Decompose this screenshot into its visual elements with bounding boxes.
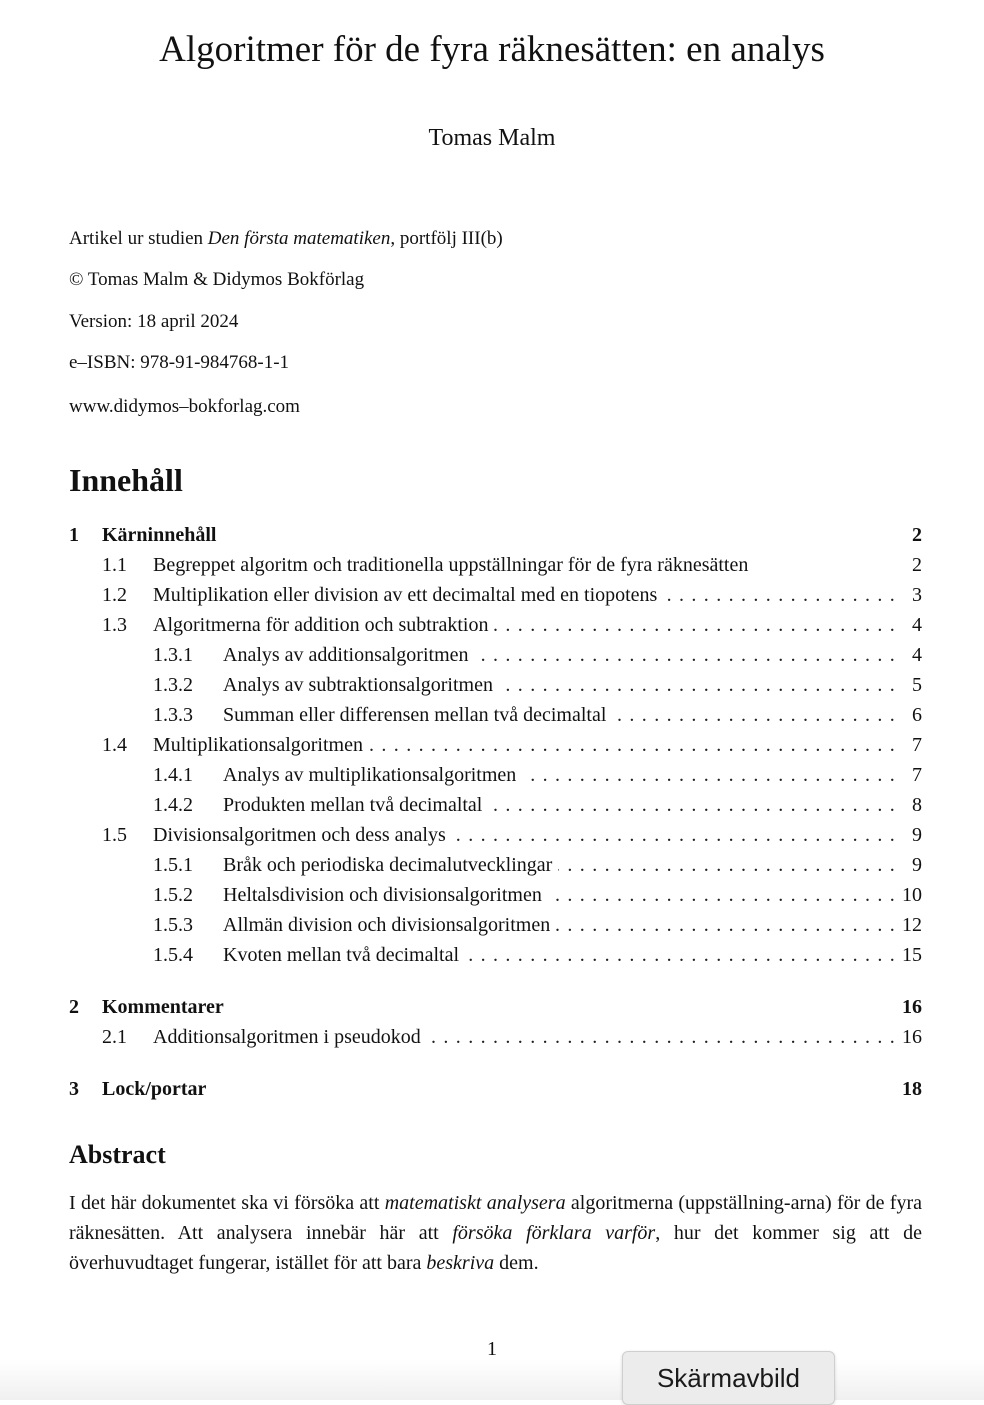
toc-heading: Innehåll [69, 462, 183, 498]
toc-leader [558, 854, 896, 877]
toc-title[interactable]: Lock/portar [102, 1078, 207, 1100]
toc-number: 1.4.2 [153, 794, 193, 816]
toc-title[interactable]: Multiplikation eller division av ett decimaltal med en tiopotens [153, 584, 658, 606]
toc-title[interactable]: Algoritmerna för addition och subtraktion [153, 614, 489, 636]
version: Version: 18 april 2024 [69, 311, 239, 332]
toc-entry[interactable] [69, 614, 922, 644]
toc-title[interactable]: Kvoten mellan två decimaltal [223, 944, 460, 966]
toc-number: 1.4.1 [153, 764, 193, 786]
toc-page[interactable]: 16 [902, 996, 922, 1018]
abstract-segment: algoritmerna (uppställning-arna) för de fyra räknesätten. Att analysera innebär här att [69, 1192, 922, 1244]
toc-title[interactable]: Multiplikationsalgoritmen [153, 734, 363, 756]
toc-number: 1.5.1 [153, 854, 193, 876]
website-url: www.didymos–bokforlag.com [69, 396, 300, 417]
toc-entry[interactable] [69, 764, 922, 794]
toc-page[interactable]: 12 [902, 914, 922, 936]
toc-entry[interactable] [69, 644, 922, 674]
toc-entry[interactable] [69, 794, 922, 824]
toc-leader [465, 944, 896, 967]
toc-title[interactable]: Analys av subtraktionsalgoritmen [223, 674, 493, 696]
toc-number: 1.5 [102, 824, 127, 846]
toc-entry[interactable] [69, 554, 922, 584]
toc-entry[interactable] [69, 944, 922, 974]
document-title: Algoritmer för de fyra räknesätten: en analys [159, 29, 825, 70]
toc-entry[interactable] [69, 914, 922, 944]
toc-leader [427, 1026, 896, 1049]
emphasis-text: försöka förklara varför [452, 1222, 656, 1244]
toc-entry[interactable] [69, 524, 922, 554]
abstract-segment: , hur det kommer sig att de överhuvudtaget fungerar, istället för att bara [69, 1222, 923, 1274]
toc-page[interactable]: 15 [902, 944, 922, 966]
toc-page[interactable]: 7 [912, 734, 922, 756]
article-source [69, 228, 503, 250]
toc-leader [612, 704, 896, 727]
bottom-fade [0, 1360, 984, 1400]
toc-number: 1 [69, 524, 79, 546]
abstract-segment: I det här dokumentet ska vi försöka att [69, 1192, 385, 1214]
toc-number: 1.3.2 [153, 674, 193, 696]
toc-entry[interactable] [69, 1078, 922, 1108]
toc-leader [499, 674, 896, 697]
toc-number: 2 [69, 996, 79, 1018]
toc-title[interactable]: Analys av multiplikationsalgoritmen [223, 764, 517, 786]
page-number: 1 [487, 1338, 497, 1360]
emphasis-text: beskriva [426, 1252, 495, 1274]
toc-page[interactable]: 2 [912, 524, 922, 546]
toc-leader [556, 914, 896, 937]
toc-entry[interactable] [69, 884, 922, 914]
toc-entry[interactable] [69, 674, 922, 704]
toc-entry[interactable] [69, 854, 922, 884]
toc-entry[interactable] [69, 584, 922, 614]
article-suffix: , portfölj III(b) [390, 228, 503, 249]
screenshot-button[interactable]: Skärmavbild [622, 1351, 835, 1405]
toc-page[interactable]: 5 [912, 674, 922, 696]
study-title: Den första matematiken [207, 228, 391, 249]
toc-number: 1.2 [102, 584, 127, 606]
toc-number: 3 [69, 1078, 79, 1100]
toc-title[interactable]: Produkten mellan två decimaltal [223, 794, 483, 816]
toc-leader [522, 764, 896, 787]
toc-title[interactable]: Summan eller differensen mellan två decimaltal [223, 704, 607, 726]
toc-number: 1.5.2 [153, 884, 193, 906]
toc-page[interactable]: 16 [902, 1026, 922, 1048]
toc-leader [452, 824, 896, 847]
toc-entry[interactable] [69, 824, 922, 854]
toc-entry[interactable] [69, 704, 922, 734]
toc-entry[interactable] [69, 996, 922, 1026]
toc-number: 1.3.3 [153, 704, 193, 726]
toc-page[interactable]: 4 [912, 614, 922, 636]
toc-entry[interactable] [69, 1026, 922, 1056]
toc-page[interactable]: 7 [912, 764, 922, 786]
copyright: © Tomas Malm & Didymos Bokförlag [69, 269, 365, 290]
toc-leader [663, 584, 896, 607]
isbn: e–ISBN: 978-91-984768-1-1 [69, 352, 290, 373]
toc-title[interactable]: Additionsalgoritmen i pseudokod [153, 1026, 421, 1048]
toc-page[interactable]: 4 [912, 644, 922, 666]
toc-page[interactable]: 9 [912, 824, 922, 846]
toc-title[interactable]: Divisionsalgoritmen och dess analys [153, 824, 446, 846]
toc-number: 1.3.1 [153, 644, 193, 666]
toc-title[interactable]: Begreppet algoritm och traditionella uppställningar för de fyra räknesätten [153, 554, 749, 576]
toc-page[interactable]: 8 [912, 794, 922, 816]
author: Tomas Malm [428, 125, 556, 151]
toc-number: 1.3 [102, 614, 127, 636]
toc-leader [488, 794, 896, 817]
toc-number: 1.5.4 [153, 944, 193, 966]
toc-number: 1.5.3 [153, 914, 193, 936]
toc-page[interactable]: 2 [912, 554, 922, 576]
toc-number: 1.1 [102, 554, 127, 576]
toc-number: 1.4 [102, 734, 127, 756]
toc-title[interactable]: Kommentarer [102, 996, 224, 1018]
toc-title[interactable]: Kärninnehåll [102, 524, 217, 546]
abstract-heading: Abstract [69, 1140, 166, 1169]
toc-title[interactable]: Analys av additionsalgoritmen [223, 644, 469, 666]
emphasis-text: matematiskt analysera [384, 1192, 566, 1214]
toc-leader [494, 614, 896, 637]
toc-page[interactable]: 10 [902, 884, 922, 906]
article-prefix: Artikel ur studien [69, 228, 208, 249]
toc-page[interactable]: 3 [912, 584, 922, 606]
table-of-contents [69, 524, 922, 1108]
toc-leader [475, 644, 896, 667]
toc-title[interactable]: Allmän division och divisionsalgoritmen [223, 914, 551, 936]
toc-page[interactable]: 6 [912, 704, 922, 726]
toc-page[interactable]: 9 [912, 854, 922, 876]
toc-number: 2.1 [102, 1026, 127, 1048]
toc-title[interactable]: Heltalsdivision och divisionsalgoritmen [223, 884, 542, 906]
toc-title[interactable]: Bråk och periodiska decimalutvecklingar [223, 854, 553, 876]
abstract-segment: dem. [494, 1252, 539, 1274]
toc-leader [548, 884, 896, 907]
toc-entry[interactable] [69, 734, 922, 764]
abstract-text [69, 1188, 922, 1278]
toc-page[interactable]: 18 [902, 1078, 922, 1100]
toc-leader [369, 734, 896, 757]
